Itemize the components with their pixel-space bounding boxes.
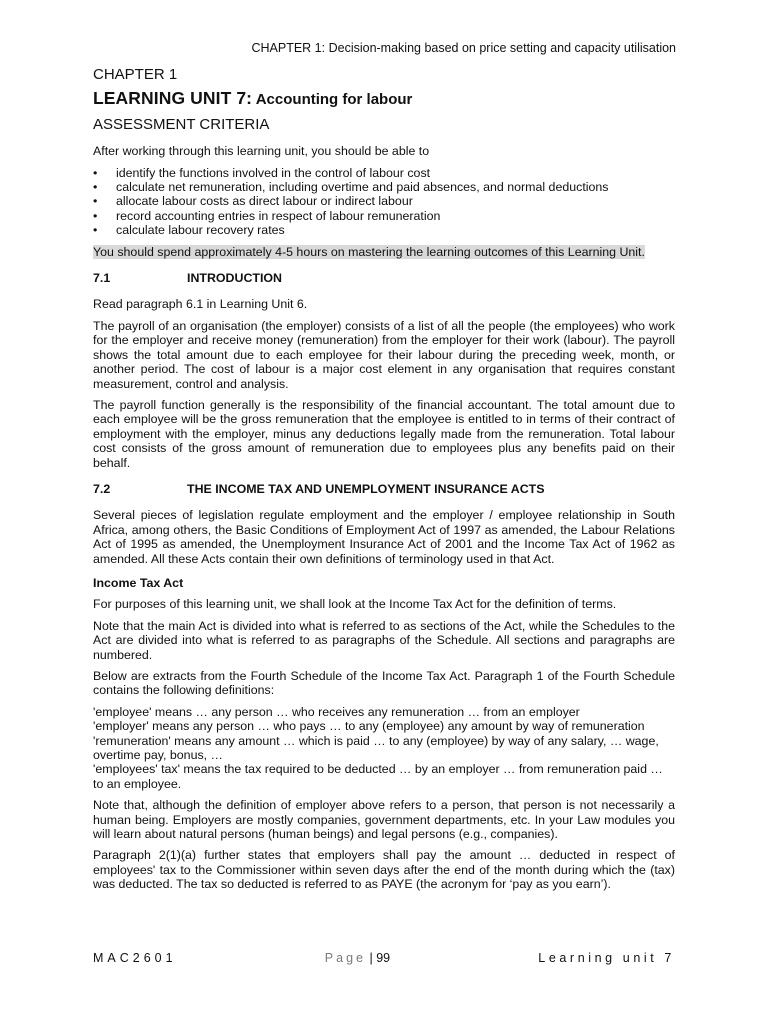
page-word: Page <box>324 951 366 965</box>
study-time-note <box>93 245 675 259</box>
page-footer <box>93 951 675 965</box>
page-indicator <box>325 951 390 965</box>
assessment-criteria-heading: ASSESSMENT CRITERIA <box>93 115 270 133</box>
chapter-label: CHAPTER 1 <box>93 66 178 83</box>
definitions-block <box>93 705 675 791</box>
bullet-icon: • <box>93 223 98 238</box>
paragraph: For purposes of this learning unit, we shall look at the Income Tax Act for the definition of terms. <box>93 597 617 612</box>
paragraph: Note that, although the definition of employer above refers to a person, that person is not necessarily a human being. Employers are mostly companies, government departments, etc. In your Law modules you will learn about natural persons (human beings) and legal persons (e.g., companies). <box>93 798 675 842</box>
paragraph: Paragraph 2(1)(a) further states that employers shall pay the amount … deducted in respect of employees' tax to the Commissioner within seven days after the end of the month during which the (tax) was deducted. The tax so deducted is referred to as PAYE (the acronym for ‘pay as you earn’). <box>93 848 675 892</box>
paragraph: Below are extracts from the Fourth Schedule of the Income Tax Act. Paragraph 1 of the Fourth Schedule contains the following definitions: <box>93 669 675 698</box>
assessment-intro: After working through this learning unit, you should be able to <box>93 144 430 159</box>
section-title: THE INCOME TAX AND UNEMPLOYMENT INSURANCE ACTS <box>187 481 545 496</box>
list-item <box>93 209 675 223</box>
module-code: MAC2601 <box>93 951 177 965</box>
list-item <box>93 223 675 237</box>
learning-unit-number: LEARNING UNIT 7: <box>93 88 253 109</box>
page-separator: | <box>365 951 377 965</box>
paragraph: Several pieces of legislation regulate employment and the employer / employee relationship in South Africa, among others, the Basic Conditions of Employment Act of 1997 as amended, the Labour Relations Act of 1995 as amended, the Unemployment Insurance Act of 2001 and the Income Tax Act of 1962 as amended. All these Acts contain their own definitions of terminology used in that Act. <box>93 508 675 566</box>
running-header: CHAPTER 1: Decision-making based on price setting and capacity utilisation <box>251 41 676 55</box>
paragraph: The payroll function generally is the responsibility of the financial accountant. The total amount due to each employee will be the gross remuneration that the employee is entitled to in terms of their contract of employment with the employer, minus any deductions legally made from the remuneration. Total labour cost consists of the gross amount of remuneration due to employees plus any benefits paid on their behalf. <box>93 397 675 470</box>
section-title: INTRODUCTION <box>187 271 282 286</box>
page-number: 99 <box>376 951 391 965</box>
list-item-text: calculate net remuneration, including overtime and paid absences, and normal deductions <box>116 180 609 195</box>
list-item <box>93 180 675 194</box>
definition: 'employer' means any person … who pays … to any (employee) any amount by way of remuneration <box>93 719 645 734</box>
paragraph: Note that the main Act is divided into what is referred to as sections of the Act, while the Schedules to the Act are divided into what is referred to as paragraphs of the Schedule. All sections and paragraphs are numbered. <box>93 618 675 662</box>
definition: 'remuneration' means any amount … which is paid … to any (employee) by way of any salary, … wage, overtime pay, bonus, … <box>93 733 659 763</box>
bullet-icon: • <box>93 165 98 180</box>
page-content <box>93 68 675 899</box>
subheading-income-tax-act: Income Tax Act <box>93 575 184 590</box>
highlighted-text: You should spend approximately 4-5 hours on mastering the learning outcomes of this Learning Unit. <box>93 244 645 259</box>
assessment-criteria-list <box>93 166 675 238</box>
list-item <box>93 194 675 208</box>
list-item-text: allocate labour costs as direct labour or indirect labour <box>116 194 413 209</box>
learning-unit-name: Accounting for labour <box>252 91 413 109</box>
section-number: 7.2 <box>93 481 111 496</box>
section-heading-7-2 <box>93 482 675 496</box>
list-item-text: record accounting entries in respect of labour remuneration <box>116 208 441 223</box>
learning-unit-title <box>93 88 675 109</box>
list-item <box>93 166 675 180</box>
definition: 'employees' tax' means the tax required to be deducted … by an employer … from remuneration paid … to an employee. <box>93 762 663 791</box>
paragraph: The payroll of an organisation (the employer) consists of a list of all the people (the employees) who work for the employer and receive money (remuneration) from the employer for their work (labour). The payroll shows the total amount due to each employee for their labour during the preceding week, month, or another period. The cost of labour is a major cost element in any organisation that requires constant measurement, control and analysis. <box>93 318 675 391</box>
list-item-text: identify the functions involved in the control of labour cost <box>116 165 431 180</box>
section-heading-7-1 <box>93 271 675 285</box>
definition: 'employee' means … any person … who receives any remuneration … from an employer <box>93 704 580 719</box>
bullet-icon: • <box>93 208 98 223</box>
bullet-icon: • <box>93 180 98 195</box>
list-item-text: calculate labour recovery rates <box>116 223 285 238</box>
bullet-icon: • <box>93 194 98 209</box>
section-number: 7.1 <box>93 271 111 286</box>
paragraph: Read paragraph 6.1 in Learning Unit 6. <box>93 297 308 312</box>
footer-unit: Learning unit 7 <box>538 951 675 965</box>
